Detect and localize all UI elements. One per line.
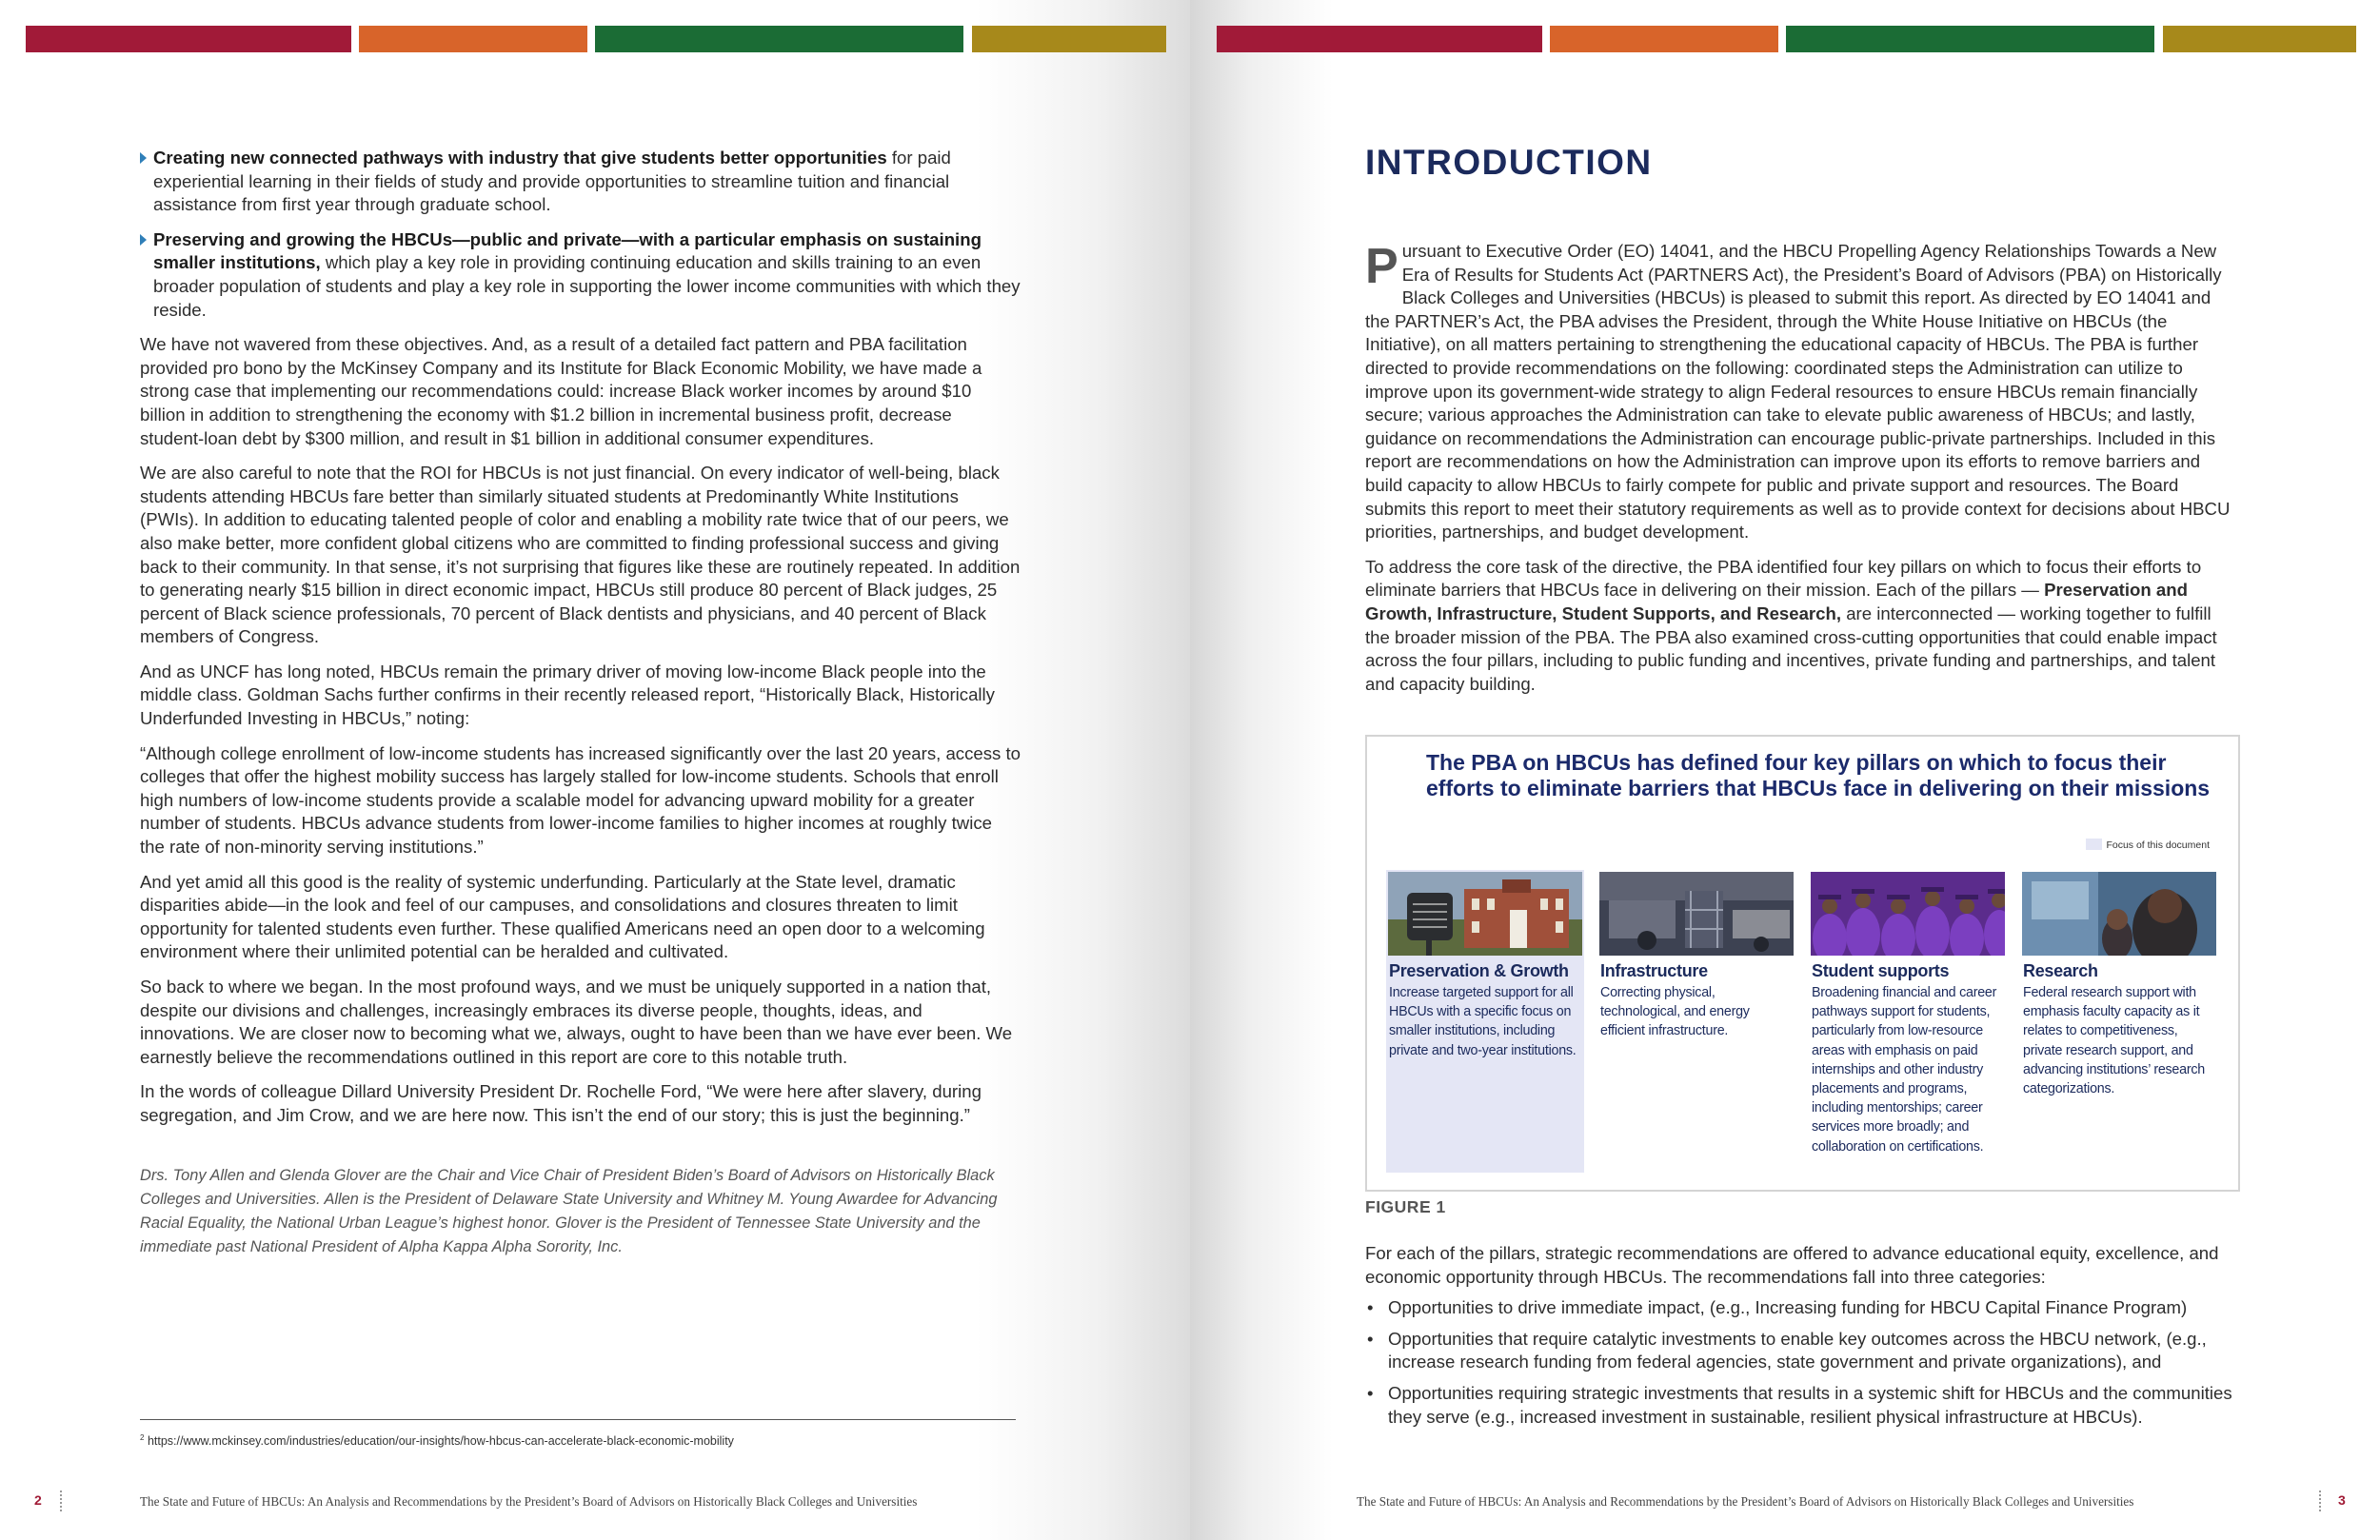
- green-bar: [1786, 26, 2154, 52]
- footer-dots: [60, 1491, 62, 1511]
- footnote-divider: [140, 1419, 1016, 1420]
- pillar-infrastructure: [1597, 870, 1795, 1041]
- crimson-bar: [1217, 26, 1542, 52]
- pillars-text-pre: To address the core task of the directive, the PBA identified four key pillars on which to focus their efforts to eliminate barriers that HBCUs face in delivering on their mission. Each of the pillars —: [1365, 556, 2202, 601]
- pillar-research: [2020, 870, 2218, 1098]
- intro-paragraph: [1365, 240, 2239, 544]
- recommendation-item: • Opportunities requiring strategic investments that results in a systemic shift for HBCUs and the communities they serve (e.g., increased investment in sustainable, resilient physical infrastructure at HBCUs).: [1365, 1382, 2241, 1429]
- figure-label: FIGURE 1: [1365, 1197, 1446, 1216]
- drop-cap: P: [1365, 239, 1398, 294]
- gold-bar: [2163, 26, 2356, 52]
- historic-building-photo-icon: [1388, 872, 1582, 956]
- pillar-name: Infrastructure: [1600, 961, 1708, 980]
- recommendation-item: • Opportunities to drive immediate impact, (e.g., Increasing funding for HBCU Capital Finance Program): [1365, 1296, 2241, 1320]
- bullet-text: for paid experiential learning in their fields of study and provide opportunities to streamline tuition and financial assistance from first year through graduate school.: [153, 148, 951, 215]
- triangle-bullet-icon: [140, 234, 147, 246]
- left-body: [140, 147, 1021, 1271]
- pillar-preservation-growth: [1386, 870, 1584, 1173]
- author-bio: Drs. Tony Allen and Glenda Glover are the Chair and Vice Chair of President Biden’s Board of Advisors on Historically Black Colleges and Universities. Allen is the President of Delaware State University and Whitney M. Young Awardee for Advancing Racial Equality, the National Urban League’s highest honor. Glover is the President of Tennessee State University and the immediate past National President of Alpha Kappa Alpha Sorority, Inc.: [140, 1166, 998, 1255]
- quote-paragraph: “Although college enrollment of low-income students has increased significantly over the last 20 years, access to colleges that offer the highest mobility success has largely stalled for low-income students. Schools that enroll high numbers of low-income students provide a scalable model for advancing upward mobility for a greater number of students. HBCUs advance students from lower-income families to higher incomes at roughly twice the rate of non-minority serving institutions.”: [140, 742, 1021, 858]
- bullet-item: [140, 228, 1021, 322]
- graduation-photo-icon: [1811, 872, 2005, 956]
- pillar-student-supports: [1809, 870, 2007, 1156]
- paragraph: We are also careful to note that the ROI for HBCUs is not just financial. On every indicator of well-being, black students attending HBCUs fare better than similarly situated students at Predominantly White Institutions (PWIs). In addition to educating talented people of color and enabling a mobility rate twice that of our peers, we also make better, more confident global citizens who are committed to finding professional success and giving back to their community. In that sense, it’s not surprising that figures like these are routinely repeated. In addition to generating nearly $15 billion in direct economic impact, HBCUs still produce 80 percent of Black judges, 25 percent of Black science professionals, 70 percent of Black dentists and physicians, and 40 percent of Black members of Congress.: [140, 463, 1021, 647]
- gold-bar: [972, 26, 1166, 52]
- pillar-name: Research: [2023, 961, 2098, 980]
- page-number: 2: [34, 1492, 42, 1508]
- pillar-desc: Increase targeted support for all HBCUs with a specific focus on smaller institutions, including private and two-year institutions.: [1389, 985, 1577, 1058]
- paragraph: And yet amid all this good is the reality of systemic underfunding. Particularly at the State level, dramatic disparities abide—in the look and feel of our campuses, and consolidations and closures threaten to limit opportunity for talented students even further. These qualified Americans need an open door to a welcoming environment where their unlimited potential can be heralded and cultivated.: [140, 871, 985, 962]
- pillars-paragraph: [1365, 556, 2239, 697]
- legend-label: Focus of this document: [2106, 839, 2210, 851]
- page-title: INTRODUCTION: [1365, 143, 1653, 182]
- recs-intro: For each of the pillars, strategic recommendations are offered to advance educational equity, excellence, and economic opportunity through HBCUs. The recommendations fall into three categories:: [1365, 1243, 2219, 1287]
- bullet-item: [140, 147, 1021, 217]
- footer-dots: [2319, 1491, 2321, 1511]
- pillar-name: Student supports: [1812, 961, 1950, 980]
- bullet-bold: Preserving and growing the HBCUs—public and private—with a particular emphasis on sustaining smaller institutions,: [153, 228, 982, 273]
- construction-photo-icon: [1599, 872, 1794, 956]
- paragraph: So back to where we began. In the most profound ways, and we must be uniquely supported in a nation that, despite our divisions and challenges, increasingly embraces its diverse people, thoughts, ideas, and innovations. We are closer now to becoming what we, always, ought to have been than we have ever been. We earnestly believe the recommendations outlined in this report are core to this notable truth.: [140, 977, 1013, 1067]
- pillar-desc: Federal research support with emphasis faculty capacity as it relates to competitiveness, private research support, and advancing institutions’ research categorizations.: [2023, 985, 2205, 1097]
- intro-body: [1365, 240, 2239, 707]
- footnote-url[interactable]: https://www.mckinsey.com/industries/education/our-insights/how-hbcus-can-accelerate-black-economic-mobility: [147, 1434, 734, 1449]
- intro-text: ursuant to Executive Order (EO) 14041, and the HBCU Propelling Agency Relationships Towards a New Era of Results for Students Act (PARTNERS Act), the President’s Board of Advisors (PBA) on Historically Black Colleges and Universities (HBCUs) is pleased to submit this report. As directed by EO 14041 and the PARTNER’s Act, the PBA advises the President, through the White House Initiative on HBCUs (the Initiative), on all matters pertaining to strengthening the educational capacity of HBCUs. The PBA is further directed to provide recommendations on the following: coordinated steps the Administration can utilize to improve upon its government-wide strategy to align Federal resources to ensure HBCUs remain financially secure; various approaches the Administration can take to elevate public awareness of HBCUs; and lastly, guidance on recommendations the Administration can encourage public-private partnerships. Included in this report are recommendations on how the Administration can improve upon its efforts to remove barriers and build capacity to allow HBCUs to fairly compete for public and private support and resources. The Board submits this report to meet their statutory requirements as well as to provide context for decisions about HBCU priorities, partnerships, and budget development.: [1365, 241, 2231, 543]
- green-bar: [595, 26, 963, 52]
- paragraph: We have not wavered from these objectives. And, as a result of a detailed fact pattern and PBA facilitation provided pro bono by the McKinsey Company and its Institute for Black Economic Mobility, we have made a strong case that implementing our recommendations could: increase Black worker incomes by around $10 billion in addition to strengthening the economy with $1.2 billion in incremental business profit, decrease student-loan debt by $300 million, and result in $1 billion in additional consumer expenditures.: [140, 334, 982, 448]
- bullet-text: which play a key role in providing continuing education and skills training to an even broader population of students and play a key role in supporting the lower income communities with which they reside.: [153, 252, 1021, 320]
- running-footer: The State and Future of HBCUs: An Analysis and Recommendations by the President’s Board of Advisors on Historically Black Colleges and Universities: [140, 1494, 918, 1509]
- paragraph: In the words of colleague Dillard University President Dr. Rochelle Ford, “We were here after slavery, during segregation, and Jim Crow, and we are here now. This isn’t the end of our story; this is just the beginning.”: [140, 1081, 982, 1125]
- pillars-text-bold: Preservation and Growth, Infrastructure, Student Supports, and Research,: [1365, 580, 2188, 623]
- pillar-desc: Correcting physical, technological, and energy efficient infrastructure.: [1600, 985, 1750, 1039]
- recommendation-item: • Opportunities that require catalytic investments to enable key outcomes across the HBCU network, (e.g., increase research funding from federal agencies, state government and private organizations), and: [1365, 1328, 2241, 1374]
- recommendations-body: [1365, 1242, 2241, 1436]
- orange-bar: [1550, 26, 1778, 52]
- orange-bar: [359, 26, 587, 52]
- figure-title: The PBA on HBCUs has defined four key pillars on which to focus their efforts to eliminate barriers that HBCUs face in delivering on their missions: [1426, 750, 2211, 800]
- right-page: [1190, 0, 2380, 1540]
- pillars-text-post: are interconnected — working together to fulfill the broader mission of the PBA. The PBA also examined cross-cutting opportunities that could enable impact across the four pillars, including to public funding and incentives, private funding and partnerships, and talent and capacity building.: [1365, 602, 2217, 694]
- pillars-figure: [1365, 735, 2240, 1192]
- triangle-bullet-icon: [140, 152, 147, 164]
- lab-photo-icon: [2022, 872, 2216, 956]
- footnote-mark: 2: [140, 1433, 145, 1442]
- page-number: 3: [2338, 1492, 2346, 1508]
- footnote: [140, 1433, 734, 1448]
- pillar-desc: Broadening financial and career pathways support for students, particularly from low-resource areas with emphasis on paid internships and other industry placements and programs, including mentorships; career services more broadly; and collaboration on certifications.: [1812, 985, 1997, 1155]
- pillar-name: Preservation & Growth: [1389, 961, 1569, 980]
- figure-legend: [2086, 839, 2210, 851]
- running-footer: The State and Future of HBCUs: An Analysis and Recommendations by the President’s Board of Advisors on Historically Black Colleges and Universities: [1357, 1494, 2134, 1509]
- crimson-bar: [26, 26, 351, 52]
- bullet-bold: Creating new connected pathways with industry that give students better opportunities: [153, 148, 887, 168]
- legend-swatch: [2086, 839, 2102, 850]
- paragraph: And as UNCF has long noted, HBCUs remain the primary driver of moving low-income Black people into the middle class. Goldman Sachs further confirms in their recently released report, “Historically Black, Historically Underfunded Investing in HBCUs,” noting:: [140, 661, 995, 729]
